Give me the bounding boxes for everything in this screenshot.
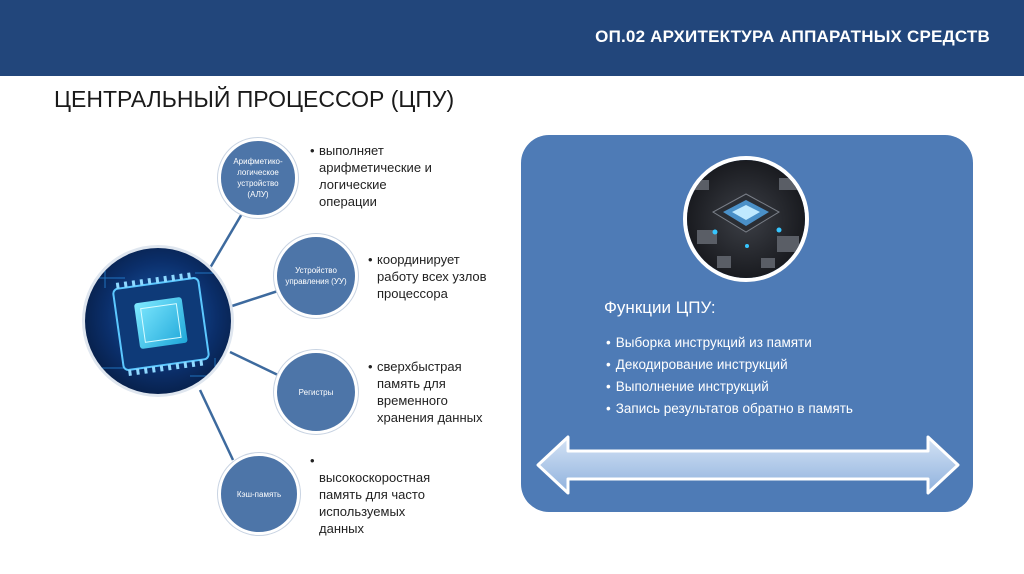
desc-cache-text: высокоскоростная память для часто используемых данных [319,470,431,536]
function-item-text: Выполнение инструкций [615,379,769,394]
function-item-text: Запись результатов обратно в память [615,401,853,416]
bullet-icon: • [310,453,315,468]
node-uu-label: Устройство управления (УУ) [285,266,347,286]
slide-title: ЦЕНТРАЛЬНЫЙ ПРОЦЕССОР (ЦПУ) [54,86,455,112]
course-title: ОП.02 АРХИТЕКТУРА АППАРАТНЫХ СРЕДСТВ [595,27,990,46]
bullet-icon: • [368,252,373,267]
bullet-icon: • [368,359,373,374]
node-alu-label: Арифметико-логическое устройство (АЛУ) [233,157,283,199]
bullet-icon: • [606,357,611,372]
bullet-icon: • [606,401,611,416]
node-registers-label: Регистры [298,387,334,397]
desc-registers-text: сверхбыстрая память для временного хранения данных [377,359,483,425]
node-cache-label: Кэш-память [236,489,282,499]
bullet-icon: • [310,143,315,158]
function-item-text: Декодирование инструкций [615,357,788,372]
desc-uu-text: координирует работу всех узлов процессора [377,252,487,301]
function-item-text: Выборка инструкций из памяти [615,335,812,350]
bullet-icon: • [606,379,611,394]
desc-alu-text: выполняет арифметические и логические операции [319,143,432,209]
bullet-icon: • [606,335,611,350]
functions-title: Функции ЦПУ: [604,298,716,317]
